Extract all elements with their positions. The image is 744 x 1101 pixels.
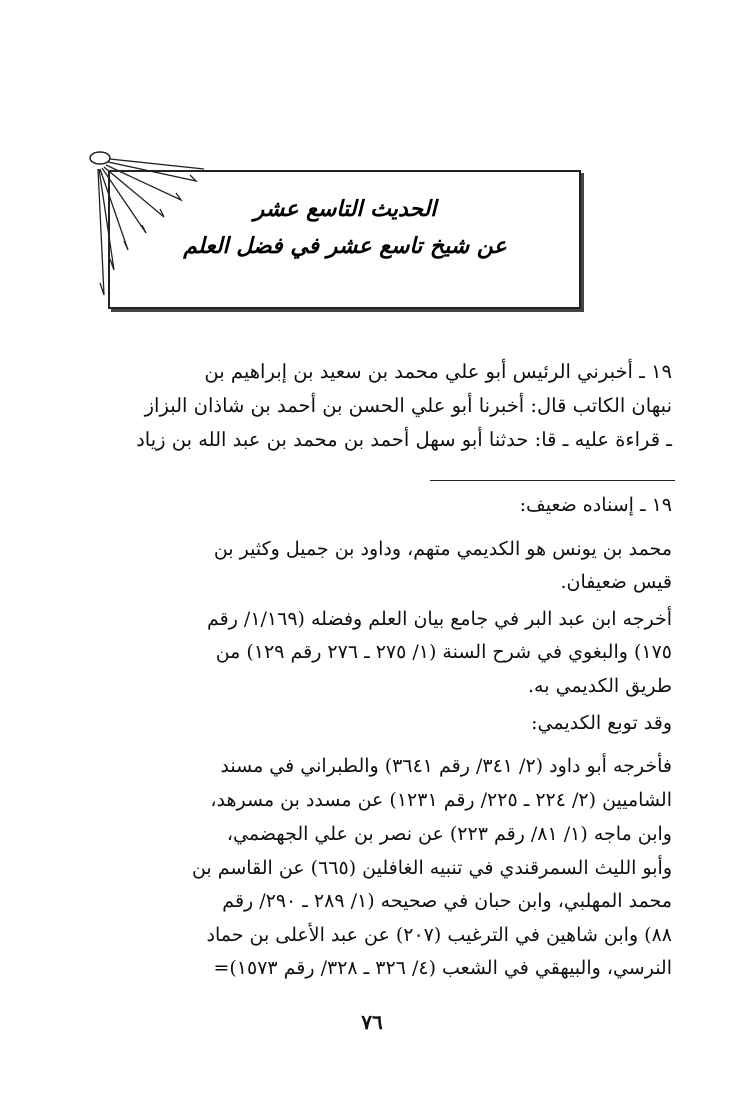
section-subtitle: عن شيخ تاسع عشر في فضل العلم: [183, 234, 507, 259]
footnote-line: وقد توبع الكديمي:: [531, 712, 672, 734]
main-text-line: ١٩ ـ أخبرني الرئيس أبو علي محمد بن سعيد بن إبراهيم بن: [204, 360, 672, 383]
footnote-line: أخرجه ابن عبد البر في جامع بيان العلم وفضله (١/١٦٩/ رقم: [206, 608, 672, 630]
footnote-line: فأخرجه أبو داود (٢/ ٣٤١/ رقم ٣٦٤١) والطبراني في مسند: [220, 755, 672, 777]
main-text-line: ـ قراءة عليه ـ قا: حدثنا أبو سهل أحمد بن محمد بن عبد الله بن زياد: [136, 428, 672, 451]
footnote-line: الشاميين (٢/ ٢٢٤ ـ ٢٢٥/ رقم ١٢٣١) عن مسدد بن مسرهد،: [210, 789, 672, 811]
footnote-line: محمد بن يونس هو الكديمي متهم، وداود بن جميل وكثير بن: [213, 538, 672, 560]
footnote-line: وأبو الليث السمرقندي في تنبيه الغافلين (٦٦٥) عن القاسم بن: [191, 857, 672, 879]
footnote-line: قيس ضعيفان.: [560, 571, 672, 593]
footnote-line: ١٩ ـ إسناده ضعيف:: [519, 494, 672, 516]
footnote-separator: [430, 480, 675, 481]
footnote-line: وابن ماجه (١/ ٨١/ رقم ٢٢٣) عن نصر بن علي الجهضمي،: [226, 823, 672, 845]
footnote-line: ٨٨) وابن شاهين في الترغيب (٢٠٧) عن عبد الأعلى بن حماد: [206, 924, 672, 946]
footnote-line: ١٧٥) والبغوي في شرح السنة (١/ ٢٧٥ ـ ٢٧٦ رقم ١٢٩) من: [215, 641, 672, 663]
section-title: الحديث التاسع عشر: [253, 197, 437, 222]
footnote-line: طريق الكديمي به.: [528, 675, 672, 697]
footnote-line: النرسي، والبيهقي في الشعب (٤/ ٣٢٦ ـ ٣٢٨/ رقم ١٥٧٣)=: [213, 957, 672, 979]
main-text-line: نبهان الكاتب قال: أخبرنا أبو علي الحسن بن أحمد بن شاذان البزاز: [144, 394, 672, 417]
footnote-line: محمد المهلبي، وابن حبان في صحيحه (١/ ٢٨٩ ـ ٢٩٠/ رقم: [222, 890, 672, 912]
page-number: ٧٦: [361, 1010, 383, 1034]
